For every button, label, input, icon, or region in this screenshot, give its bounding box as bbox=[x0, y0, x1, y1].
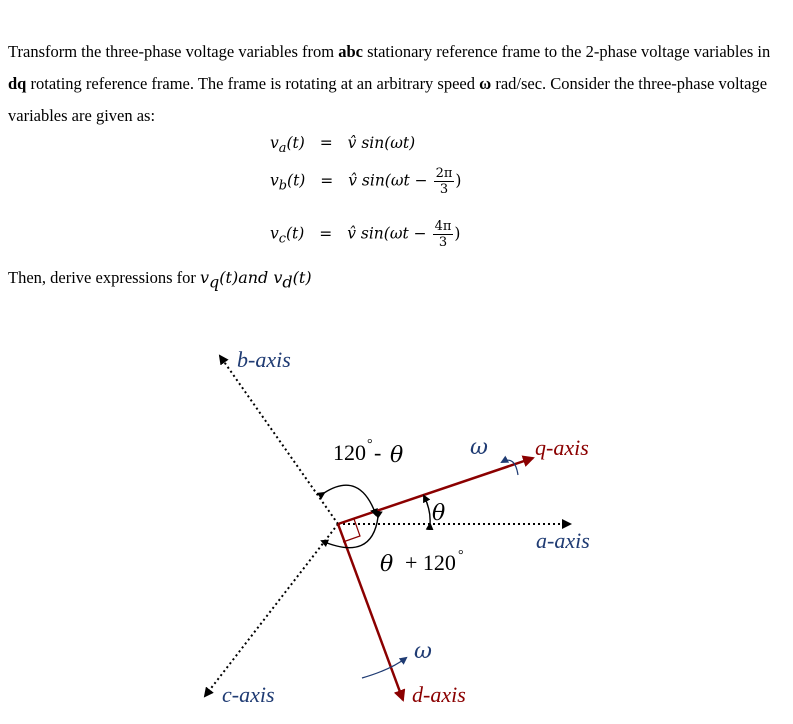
derive-instruction: Then, derive expressions for $v_q(t)and$ $v_d(t)$ bbox=[8, 268, 312, 292]
svg-text:+ 120: + 120 bbox=[405, 550, 456, 575]
equation-vb: $v_b(t)$ = v̂ sin(ωt − $\frac{2\pi}{3}$ ) bbox=[270, 166, 462, 197]
q-axis-label: q-axis bbox=[535, 435, 589, 460]
svg-text:°: ° bbox=[458, 548, 464, 563]
label-theta-plus-120 bbox=[380, 548, 464, 577]
a-axis-label: a-axis bbox=[536, 528, 590, 553]
svg-text:°: ° bbox=[367, 437, 373, 452]
svg-text:-: - bbox=[374, 440, 382, 465]
label-theta: θ bbox=[432, 501, 446, 526]
svg-text:θ: θ bbox=[390, 443, 404, 468]
angle-arc-120-minus-theta bbox=[324, 485, 376, 515]
equation-va: $v_a(t)$ = v̂ sin(ωt) bbox=[270, 134, 416, 157]
d-axis-label: d-axis bbox=[412, 682, 466, 707]
problem-text: Transform the three-phase voltage variables from abc stationary reference frame to the 2-phase voltage variables in dq rotating reference frame. The frame is rotating at an arbitrary speed ω rad/sec. Consider the three-phase voltage variables are given as: bbox=[8, 42, 771, 125]
d-axis-line bbox=[338, 524, 403, 700]
b-axis-line bbox=[220, 356, 338, 524]
rotation-arrow-d bbox=[362, 658, 406, 678]
svg-text:120: 120 bbox=[333, 440, 366, 465]
angle-arc-theta bbox=[424, 496, 430, 524]
c-axis-label: c-axis bbox=[222, 682, 275, 707]
omega-label-d: ω bbox=[414, 639, 432, 664]
svg-text:θ: θ bbox=[380, 552, 394, 577]
label-120-minus-theta bbox=[333, 437, 403, 468]
fraction-4pi-3: $\frac{4\pi}{3}$ bbox=[434, 219, 452, 250]
omega-label-q: ω bbox=[470, 435, 488, 460]
c-axis-line bbox=[205, 524, 338, 696]
b-axis-label: b-axis bbox=[237, 347, 291, 372]
equation-vc: $v_c(t)$ = v̂ sin(ωt − $\frac{4\pi}{3}$ ) bbox=[270, 219, 461, 250]
fraction-2pi-3: $\frac{2\pi}{3}$ bbox=[435, 166, 453, 197]
